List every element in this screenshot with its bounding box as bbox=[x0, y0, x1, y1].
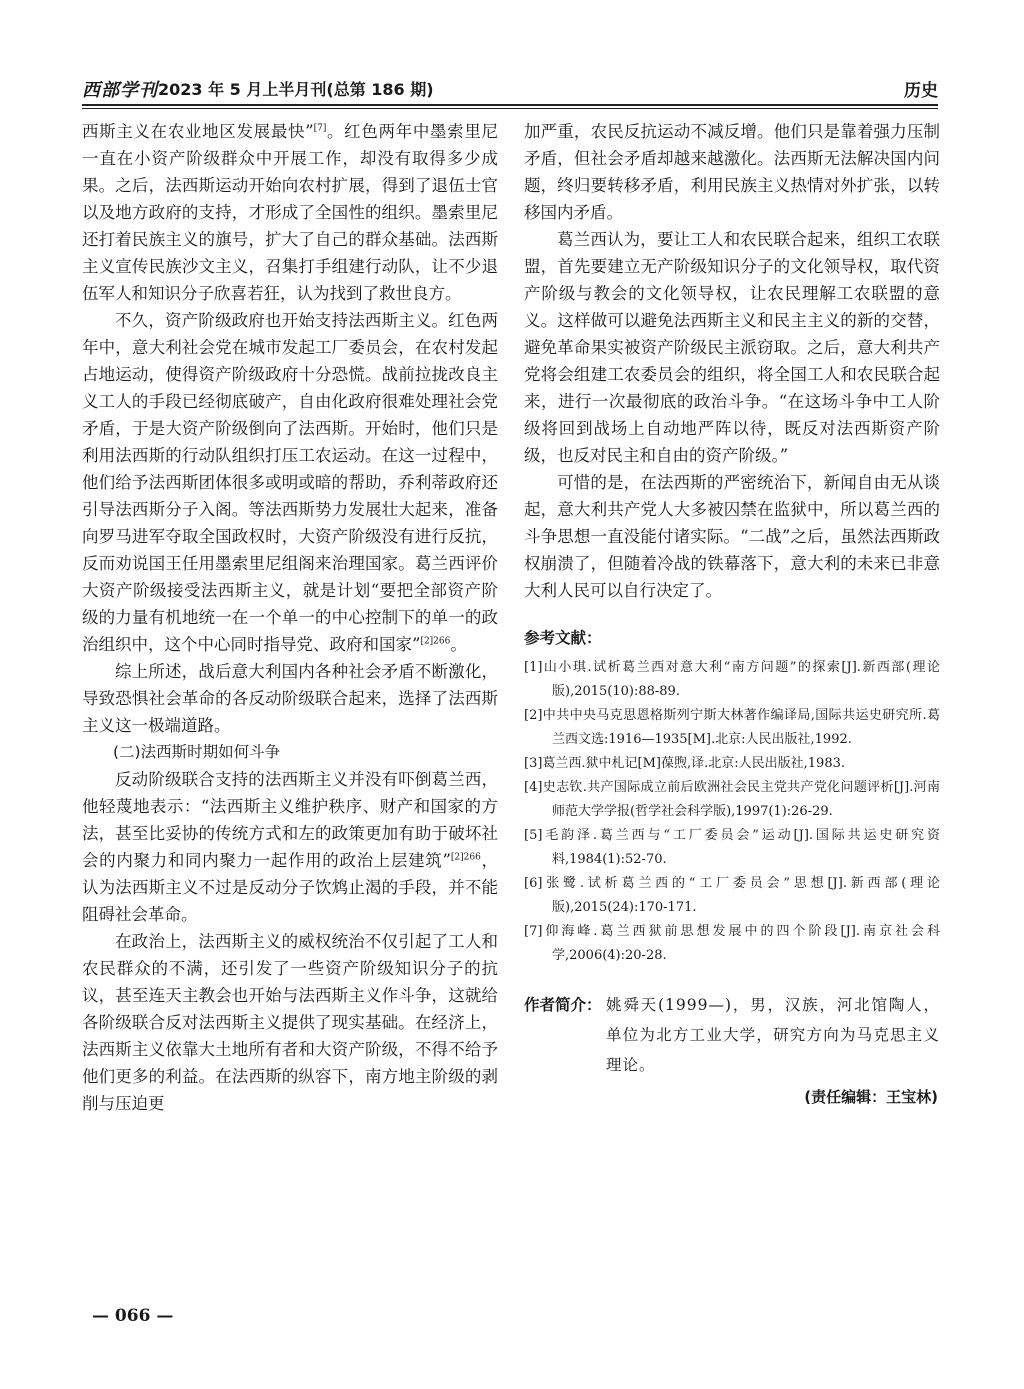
issue-info: 2023 年 5 月上半月刊(总第 186 期) bbox=[158, 80, 434, 99]
paragraph: 不久，资产阶级政府也开始支持法西斯主义。红色两年中，意大利社会党在城市发起工厂委员会，在农村发起占地运动，使得资产阶级政府十分恐慌。战前拉拢改良主义工人的手段已经彻底破产，自由化政府很难处理社会党矛盾，于是大资产阶级倒向了法西斯。开始时，他们只是利用法西斯的行动队组织打压工农运动。在这一过程中，他们给予法西斯团体很多或明或暗的帮助，乔利蒂政府还引导法西斯分子入阁。等法西斯势力发展壮大起来，准备向罗马进军夺取全国政权时，大资产阶级没有进行反抗，反而劝说国王任用墨索里尼组阁来治理国家。葛兰西评价大资产阶级接受法西斯主义，就是计划“要把全部资产阶级的力量有机地统一在一个单一的中心控制下的单一的政治组织中，这个中心同时指导党、政府和国家”$^{[2]266}$。 bbox=[82, 311, 498, 654]
reference-item: [7]仰海峰.葛兰西狱前思想发展中的四个阶段[J].南京社会科学,2006(4):20-28. bbox=[524, 924, 940, 963]
citation: [7] bbox=[313, 123, 327, 134]
paragraph: 加严重，农民反抗运动不减反增。他们只是靠着强力压制矛盾，但社会矛盾却越来越激化。法西斯无法解决国内问题，终归要转移矛盾，利用民族主义热情对外扩张，以转移国内矛盾。 bbox=[524, 122, 940, 222]
paragraph: 在政治上，法西斯主义的威权统治不仅引起了工人和农民群众的不满，还引发了一些资产阶级知识分子的抗议，甚至连天主教会也开始与法西斯主义作斗争，这就给各阶级联合反对法西斯主义提供了现实基础。在经济上，法西斯主义依靠大土地所有者和大资产阶级，不得不给予他们更多的利益。在法西斯的纵容下，南方地主阶级的剥削与压迫更 bbox=[82, 932, 498, 1113]
journal-title: 西部学刊 bbox=[82, 80, 158, 101]
reference-item: [1]山小琪.试析葛兰西对意大利“南方问题”的探索[J].新西部(理论版),2015(10):88-89. bbox=[524, 660, 940, 699]
editor-credit: (责任编辑：王宝林) bbox=[804, 1088, 938, 1106]
author-text: 姚舜天(1999—)，男，汉族，河北馆陶人，单位为北方工业大学，研究方向为马克思主义理论。 bbox=[606, 996, 940, 1074]
citation: [2]266 bbox=[450, 852, 481, 863]
page-number: — 066 — bbox=[92, 1306, 174, 1326]
references-list bbox=[524, 656, 940, 968]
reference-item: [6]张鹭.试析葛兰西的“工厂委员会”思想[J].新西部(理论版),2015(24):170-171. bbox=[524, 876, 940, 915]
paragraph: 反动阶级联合支持的法西斯主义并没有吓倒葛兰西，他轻蔑地表示：“法西斯主义维护秩序、财产和国家的方法，甚至比妥协的传统方式和左的政策更加有助于破坏社会的内聚力和同内聚力一起作用的政治上层建筑”$^{[2]266}$，认为法西斯主义不过是反动分子饮鸩止渴的手段，并不能阻碍社会革命。 bbox=[82, 770, 499, 924]
paragraph: 综上所述，战后意大利国内各种社会矛盾不断激化，导致恐惧社会革命的各反动阶级联合起来，选择了法西斯主义这一极端道路。 bbox=[82, 662, 498, 735]
author-bio bbox=[524, 990, 940, 1080]
reference-item: [5]毛韵泽.葛兰西与“工厂委员会”运动[J].国际共运史研究资料,1984(1):52-70. bbox=[524, 828, 940, 867]
reference-item: [4]史志钦.共产国际成立前后欧洲社会民主党共产党化问题评析[J].河南师范大学学报(哲学社会科学版),1997(1):26-29. bbox=[524, 780, 940, 819]
header-rule-thin bbox=[82, 108, 938, 109]
paragraph: 葛兰西认为，要让工人和农民联合起来，组织工农联盟，首先要建立无产阶级知识分子的文化领导权，取代资产阶级与教会的文化领导权，让农民理解工农联盟的意义。这样做可以避免法西斯主义和民主主义的新的交替，避免革命果实被资产阶级民主派窃取。之后，意大利共产党将会组建工农委员会的组织，将全国工人和农民联合起来，进行一次最彻底的政治斗争。“在这场斗争中工人阶级将回到战场上自动地严阵以待，既反对法西斯资产阶级，也反对民主和自由的资产阶级。” bbox=[524, 230, 940, 465]
header-rule-thick bbox=[82, 104, 938, 106]
paragraph: 西斯主义在农业地区发展最快”[7]。红色两年中墨索里尼一直在小资产阶级群众中开展工作，却没有取得多少成果。之后，法西斯运动开始向农村扩展，得到了退伍士官以及地方政府的支持，才形成了全国性的组织。墨索里尼还打着民族主义的旗号，扩大了自己的群众基础。法西斯主义宣传民族沙文主义，召集打手组建行动队，让不少退伍军人和知识分子欣喜若狂，认为找到了救世良方。 bbox=[82, 122, 499, 303]
section-name: 历史 bbox=[904, 81, 938, 101]
subheading: (二)法西斯时期如何斗争 bbox=[113, 743, 281, 761]
references-title: 参考文献： bbox=[524, 629, 602, 647]
reference-item: [2]中共中央马克思恩格斯列宁斯大林著作编译局,国际共运史研究所.葛兰西文选:1916—1935[M].北京:人民出版社,1992. bbox=[524, 708, 940, 747]
author-label: 作者简介： bbox=[524, 996, 602, 1014]
reference-item: [3]葛兰西.狱中札记[M]葆煦,译.北京:人民出版社,1983. bbox=[524, 756, 845, 771]
left-column bbox=[82, 118, 498, 1117]
page-header bbox=[82, 76, 938, 102]
paragraph: 可惜的是，在法西斯的严密统治下，新闻自由无从谈起，意大利共产党人大多被囚禁在监狱中，所以葛兰西的斗争思想一直没能付诸实际。“二战”之后，虽然法西斯政权崩溃了，但随着冷战的铁幕落下，意大利的未来已非意大利人民可以自行决定了。 bbox=[524, 473, 940, 600]
citation: [2]266 bbox=[420, 636, 451, 647]
right-column bbox=[524, 118, 940, 1107]
